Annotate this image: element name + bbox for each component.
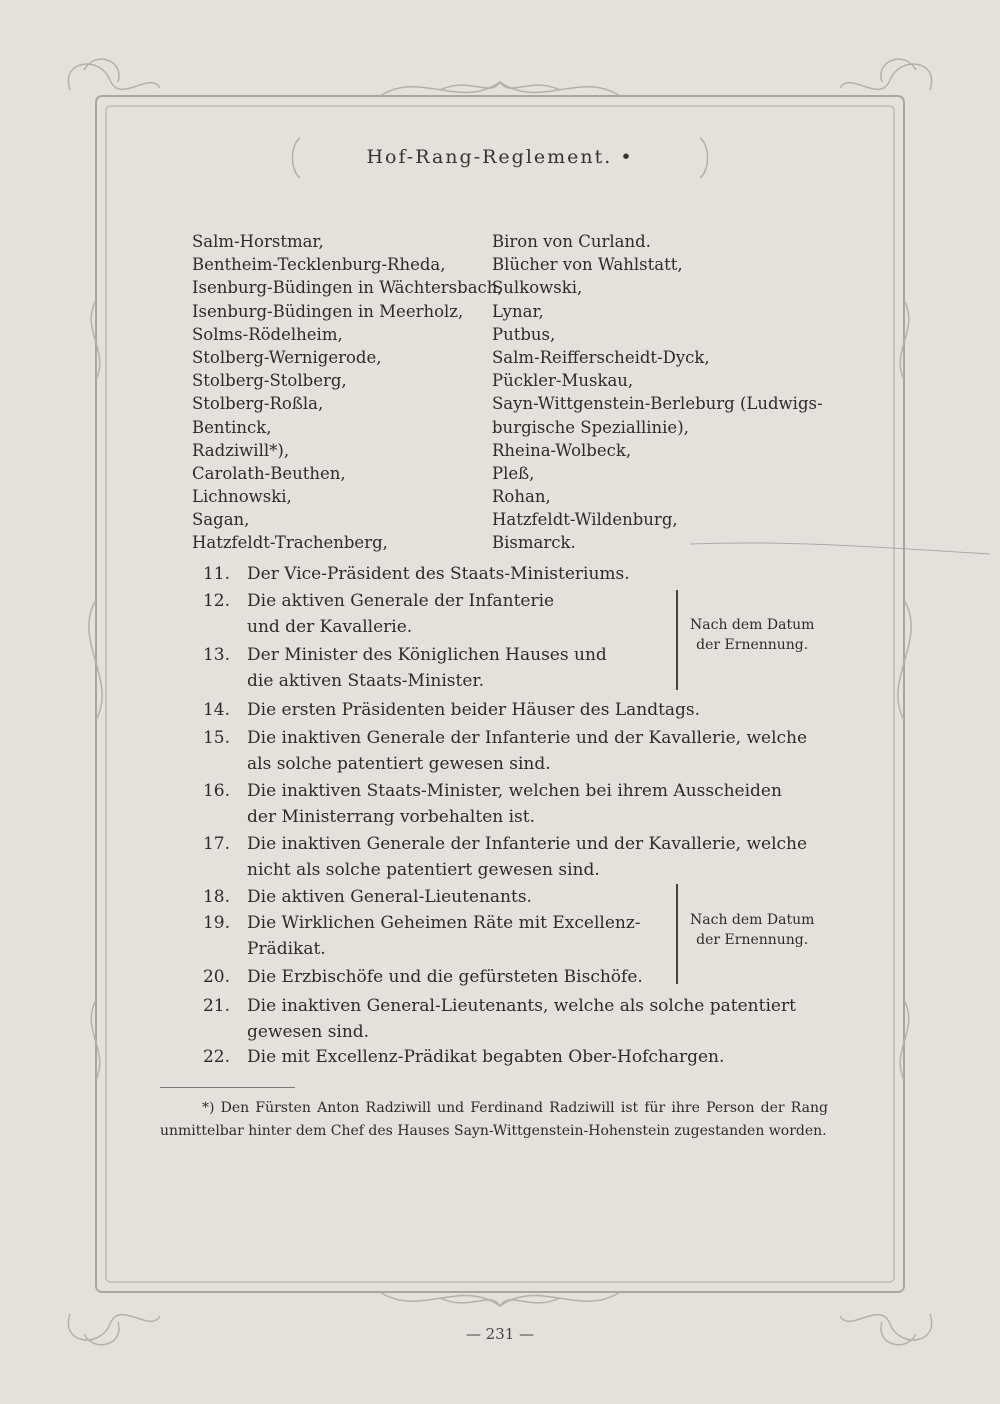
name-entry: Sulkowski, (492, 278, 583, 298)
brace-bar (676, 884, 678, 984)
running-header: Hof-Rang-Reglement. • (366, 146, 634, 168)
right-names-column (492, 230, 823, 555)
name-entry: Solms-Rödelheim, (192, 324, 343, 344)
brace-note (690, 615, 814, 655)
rank-text-line: Der Vice-Präsident des Staats-Ministeriums. (247, 564, 630, 584)
page-number: — 231 — (465, 1325, 535, 1343)
name-entry: Hatzfeldt-Wildenburg, (492, 510, 678, 530)
name-entry: Sayn-Wittgenstein-Berleburg (Ludwigs- (492, 394, 823, 414)
rank-text-line: der Ministerrang vorbehalten ist. (247, 807, 536, 827)
name-entry: Rohan, (492, 487, 551, 507)
name-entry: Bentinck, (192, 417, 272, 437)
rank-number: 19. (202, 913, 230, 933)
footnote-text: *) Den Fürsten Anton Radziwill und Ferdinand Radziwill ist für ihre Person der Rang unmittelbar hinter dem Chef des Hauses Sayn-Wittgenstein-Hohenstein zugestanden worden. (160, 1100, 828, 1139)
brace-note-line: Nach dem Datum (690, 912, 815, 928)
name-entry: burgische Speziallinie), (492, 417, 689, 437)
footnote-rule (160, 1087, 295, 1088)
rank-number: 18. (202, 887, 230, 907)
rank-number: 15. (202, 728, 230, 748)
rank-number: 17. (202, 834, 230, 854)
brace-note-line: Nach dem Datum (690, 617, 815, 633)
name-entry: Radziwill*), (192, 440, 290, 460)
rank-text-line: Die ersten Präsidenten beider Häuser des Landtags. (247, 700, 701, 720)
rank-number: 14. (202, 700, 230, 720)
rank-number: 22. (202, 1047, 230, 1067)
brace-bar (676, 590, 678, 690)
name-entry: Stolberg-Roßla, (192, 394, 324, 414)
rank-text-line: Die inaktiven Generale der Infanterie und der Kavallerie, welche (247, 728, 808, 748)
rank-text-line: Der Minister des Königlichen Hauses und (247, 645, 607, 665)
name-entry: Salm-Reifferscheidt-Dyck, (492, 347, 710, 367)
footnote (160, 1097, 828, 1143)
rank-number: 16. (202, 781, 230, 801)
rank-text-line: und der Kavallerie. (247, 617, 413, 637)
name-entry: Blücher von Wahlstatt, (492, 255, 683, 275)
rank-text-line: nicht als solche patentiert gewesen sind. (247, 860, 600, 880)
name-entry: Isenburg-Büdingen in Meerholz, (192, 301, 464, 321)
name-entry: Putbus, (492, 324, 556, 344)
rank-number: 13. (202, 645, 230, 665)
name-entry: Hatzfeldt-Trachenberg, (192, 533, 388, 553)
rank-text-line: Die aktiven General-Lieutenants. (247, 887, 532, 907)
rank-text-line: Die inaktiven Generale der Infanterie und der Kavallerie, welche (247, 834, 808, 854)
rank-text-line: Die Wirklichen Geheimen Räte mit Excellenz- (247, 913, 641, 933)
name-entry: Isenburg-Büdingen in Wächtersbach, (192, 278, 503, 298)
name-entry: Lynar, (492, 301, 544, 321)
rank-text-line: als solche patentiert gewesen sind. (247, 754, 551, 774)
rank-text-line: gewesen sind. (247, 1022, 370, 1042)
name-entry: Biron von Curland. (492, 232, 651, 251)
name-entry: Bentheim-Tecklenburg-Rheda, (192, 255, 446, 275)
name-entry: Pleß, (492, 463, 535, 483)
rank-text-line: Prädikat. (247, 939, 326, 959)
name-entry: Rheina-Wolbeck, (492, 440, 632, 460)
name-entry: Carolath-Beuthen, (192, 463, 346, 483)
name-entry: Pückler-Muskau, (492, 371, 634, 391)
name-entry: Stolberg-Wernigerode, (192, 347, 382, 367)
brace-note (690, 910, 814, 950)
name-entry: Salm-Horstmar, (192, 232, 324, 251)
rank-text-line: Die mit Excellenz-Prädikat begabten Ober-Hofchargen. (247, 1047, 725, 1067)
rank-text-line: Die Erzbischöfe und die gefürsteten Bischöfe. (247, 967, 643, 987)
rank-number: 11. (202, 564, 230, 584)
rank-text-line: Die inaktiven Staats-Minister, welchen bei ihrem Ausscheiden (247, 781, 782, 801)
rank-number: 20. (202, 967, 230, 987)
name-entry: Stolberg-Stolberg, (192, 371, 347, 391)
name-entry: Sagan, (192, 510, 250, 530)
name-entry: Lichnowski, (192, 487, 292, 507)
brace-note-line: der Ernennung. (696, 637, 809, 653)
rank-text-line: die aktiven Staats-Minister. (247, 671, 485, 691)
rank-number: 12. (202, 591, 230, 611)
name-entry: Bismarck. (492, 533, 576, 553)
brace-note-line: der Ernennung. (696, 932, 809, 948)
rank-text-line: Die aktiven Generale der Infanterie (247, 591, 555, 611)
left-names-column (192, 230, 503, 555)
rank-text-line: Die inaktiven General-Lieutenants, welche als solche patentiert (247, 996, 796, 1016)
rank-number: 21. (202, 996, 230, 1016)
